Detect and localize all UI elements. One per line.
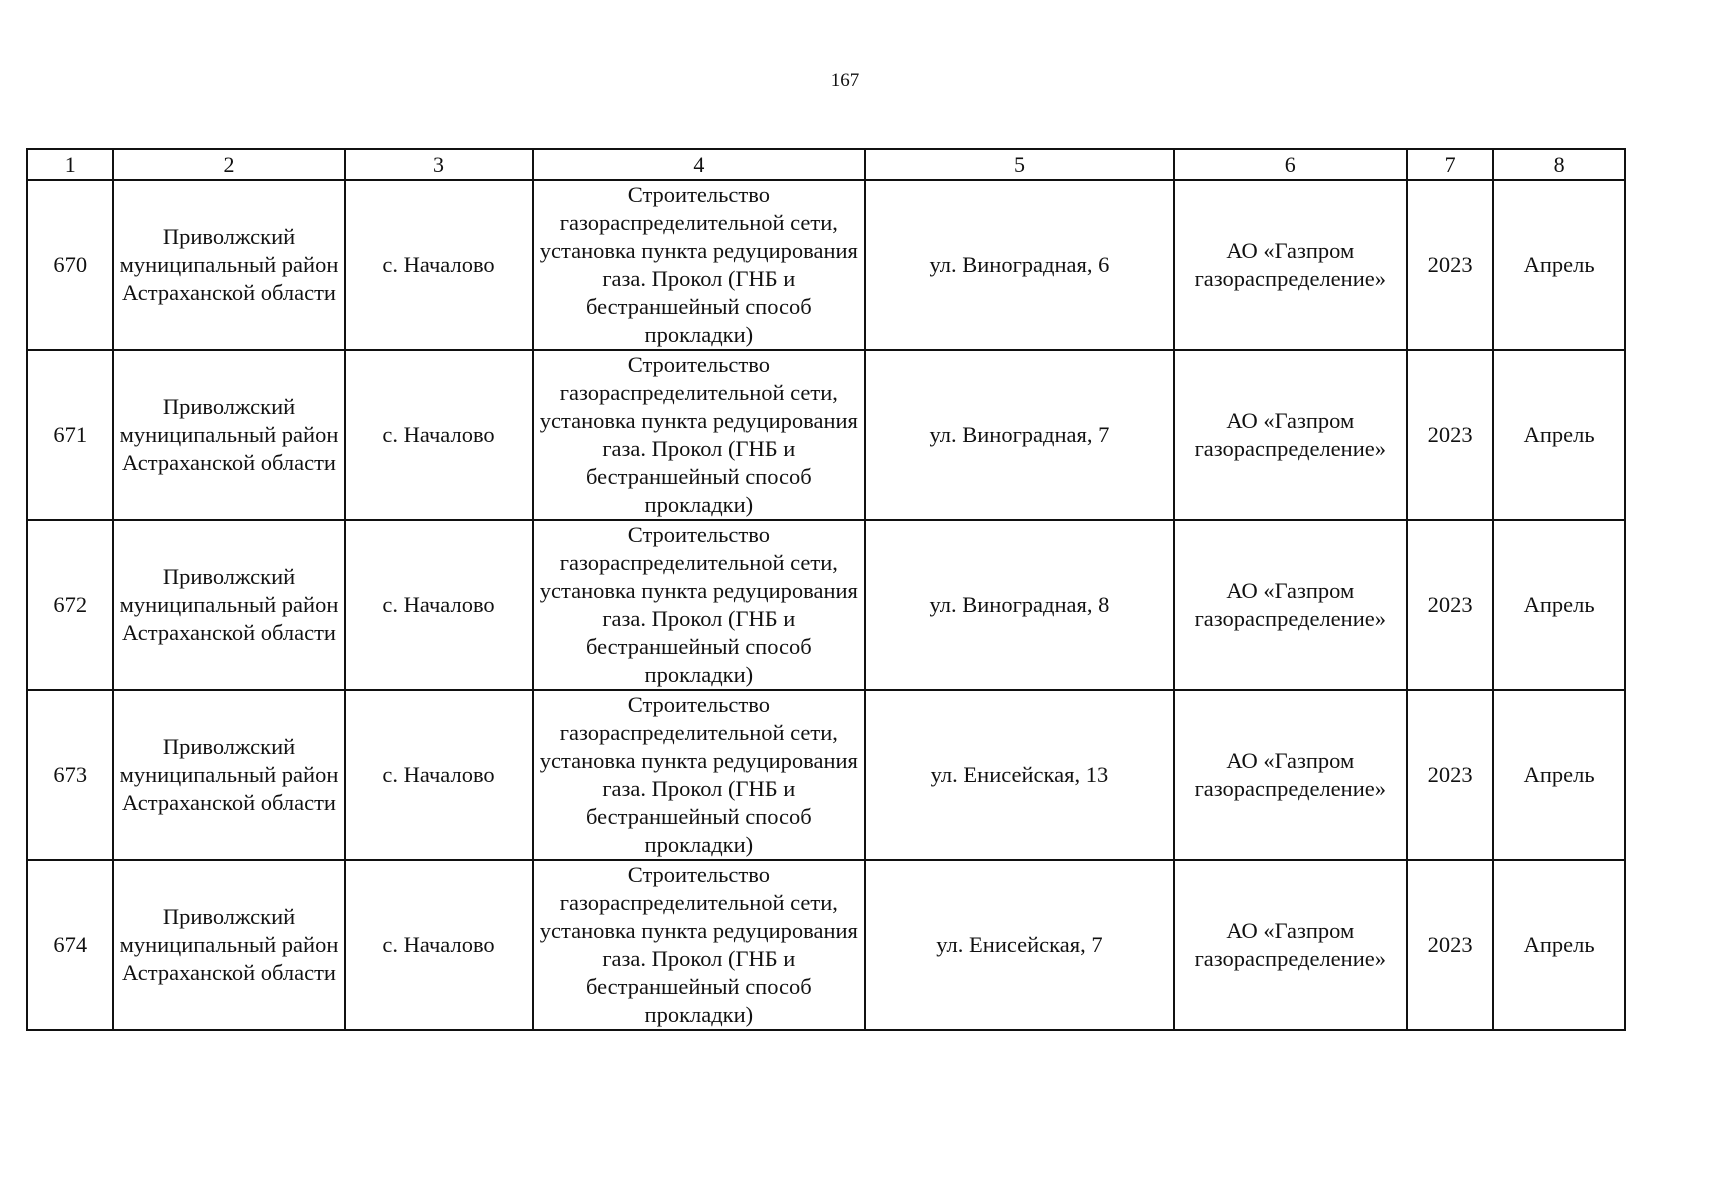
table-row	[27, 350, 1625, 520]
column-header-6: 6	[1174, 149, 1407, 180]
row-number: 672	[27, 520, 113, 690]
year-cell: 2023	[1407, 180, 1493, 350]
table-row	[27, 690, 1625, 860]
month-cell: Апрель	[1493, 180, 1625, 350]
work-description-cell: Строительство газораспределительной сети, установка пункта редуцирования газа. Прокол (ГНБ и бестраншейный способ прокладки)	[533, 350, 866, 520]
district-cell: Приволжский муниципальный район Астраханской области	[113, 690, 344, 860]
organization-cell: АО «Газпром газораспределение»	[1174, 520, 1407, 690]
address-cell: ул. Енисейская, 13	[865, 690, 1174, 860]
column-header-8: 8	[1493, 149, 1625, 180]
table-row	[27, 180, 1625, 350]
table-row	[27, 860, 1625, 1030]
settlement-cell: с. Началово	[345, 180, 533, 350]
row-number: 670	[27, 180, 113, 350]
year-cell: 2023	[1407, 520, 1493, 690]
work-description-cell: Строительство газораспределительной сети, установка пункта редуцирования газа. Прокол (ГНБ и бестраншейный способ прокладки)	[533, 520, 866, 690]
address-cell: ул. Енисейская, 7	[865, 860, 1174, 1030]
address-cell: ул. Виноградная, 7	[865, 350, 1174, 520]
table-row	[27, 520, 1625, 690]
month-cell: Апрель	[1493, 520, 1625, 690]
column-header-3: 3	[345, 149, 533, 180]
organization-cell: АО «Газпром газораспределение»	[1174, 860, 1407, 1030]
year-cell: 2023	[1407, 860, 1493, 1030]
district-cell: Приволжский муниципальный район Астраханской области	[113, 180, 344, 350]
year-cell: 2023	[1407, 350, 1493, 520]
district-cell: Приволжский муниципальный район Астраханской области	[113, 520, 344, 690]
column-header-7: 7	[1407, 149, 1493, 180]
settlement-cell: с. Началово	[345, 860, 533, 1030]
settlement-cell: с. Началово	[345, 520, 533, 690]
column-header-2: 2	[113, 149, 344, 180]
address-cell: ул. Виноградная, 6	[865, 180, 1174, 350]
settlement-cell: с. Началово	[345, 690, 533, 860]
column-header-1: 1	[27, 149, 113, 180]
row-number: 671	[27, 350, 113, 520]
organization-cell: АО «Газпром газораспределение»	[1174, 690, 1407, 860]
organization-cell: АО «Газпром газораспределение»	[1174, 350, 1407, 520]
header-row	[27, 149, 1625, 180]
work-description-cell: Строительство газораспределительной сети, установка пункта редуцирования газа. Прокол (ГНБ и бестраншейный способ прокладки)	[533, 180, 866, 350]
column-header-4: 4	[533, 149, 866, 180]
district-cell: Приволжский муниципальный район Астраханской области	[113, 350, 344, 520]
district-cell: Приволжский муниципальный район Астраханской области	[113, 860, 344, 1030]
settlement-cell: с. Началово	[345, 350, 533, 520]
address-cell: ул. Виноградная, 8	[865, 520, 1174, 690]
year-cell: 2023	[1407, 690, 1493, 860]
column-header-5: 5	[865, 149, 1174, 180]
page-number: 167	[830, 70, 860, 91]
month-cell: Апрель	[1493, 690, 1625, 860]
work-description-cell: Строительство газораспределительной сети, установка пункта редуцирования газа. Прокол (ГНБ и бестраншейный способ прокладки)	[533, 690, 866, 860]
organization-cell: АО «Газпром газораспределение»	[1174, 180, 1407, 350]
works-table	[26, 148, 1626, 1031]
row-number: 673	[27, 690, 113, 860]
row-number: 674	[27, 860, 113, 1030]
work-description-cell: Строительство газораспределительной сети, установка пункта редуцирования газа. Прокол (ГНБ и бестраншейный способ прокладки)	[533, 860, 866, 1030]
month-cell: Апрель	[1493, 350, 1625, 520]
month-cell: Апрель	[1493, 860, 1625, 1030]
